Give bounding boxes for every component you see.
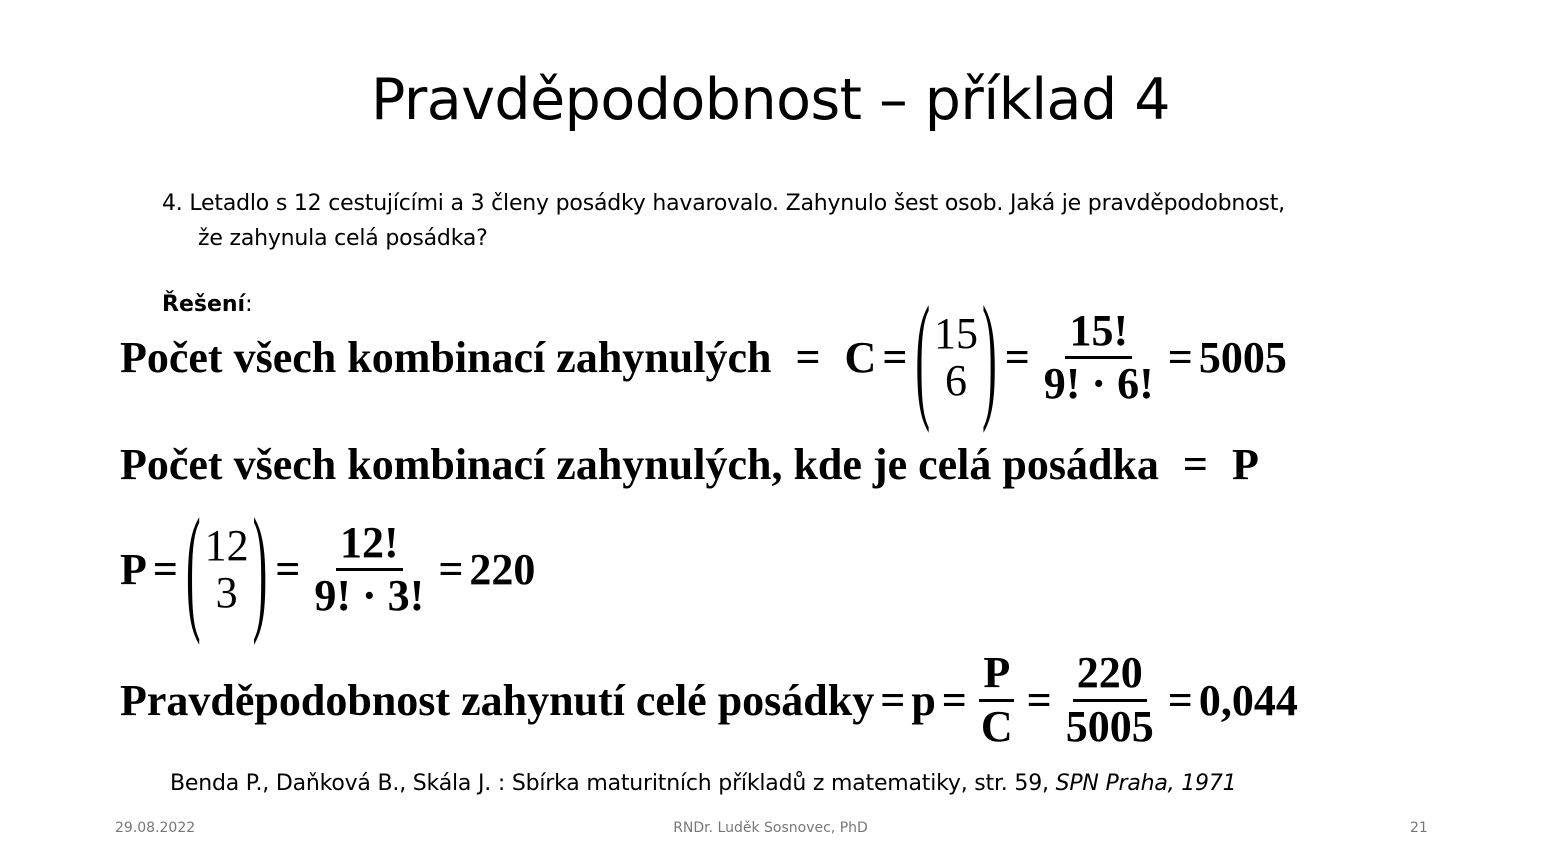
eq1-equals-c: = xyxy=(1004,333,1030,382)
eq4-symbol: p xyxy=(911,675,936,725)
eq4-equals-c: = xyxy=(1026,675,1052,725)
eq3-frac-num: 12! xyxy=(336,520,403,571)
equation-total-combinations xyxy=(120,277,1287,435)
reference-main: Benda P., Daňková B., Skála J. : Sbírka maturitních příkladů z matematiky, str. 59, xyxy=(170,771,1056,796)
eq3-symbol: P xyxy=(120,545,147,594)
reference-publisher: SPN Praha, 1971 xyxy=(1055,771,1237,796)
equation-probability xyxy=(120,648,1298,751)
eq1-equals-d: = xyxy=(1167,333,1193,382)
footer-date: 29.08.2022 xyxy=(115,820,196,836)
eq1-fraction xyxy=(1040,305,1158,408)
equation-p-value xyxy=(120,489,536,647)
problem-statement xyxy=(162,186,1402,256)
slide-title: Pravděpodobnost – příklad 4 xyxy=(370,67,1171,133)
eq4-fraction-1 xyxy=(977,650,1017,749)
footer-author: RNDr. Luděk Sosnovec, PhD xyxy=(673,820,868,836)
eq4-frac2-den: 5005 xyxy=(1065,701,1154,751)
equation-crew-combinations xyxy=(120,436,1259,492)
eq4-equals-b: = xyxy=(941,675,967,725)
eq3-equals-a: = xyxy=(152,545,178,594)
eq3-equals-c: = xyxy=(438,545,464,594)
eq3-fraction xyxy=(310,517,428,620)
solution-label-text: Řešení xyxy=(162,292,246,317)
eq2-text: Počet všech kombinací zahynulých, kde je celá posádka xyxy=(120,439,1159,489)
eq1-binom-bottom: 6 xyxy=(945,355,968,405)
eq3-result: 220 xyxy=(469,545,536,594)
eq3-binomial: ( 12 3 ) xyxy=(185,489,268,647)
eq4-frac1-num: P xyxy=(979,650,1014,701)
eq2-symbol: P xyxy=(1232,439,1259,489)
eq4-frac1-den: C xyxy=(980,701,1013,751)
eq1-equals-b: = xyxy=(882,333,908,382)
eq1-equals-a: = xyxy=(795,333,821,382)
eq2-equals: = xyxy=(1182,439,1208,489)
eq4-frac2-num: 220 xyxy=(1073,650,1147,701)
eq1-symbol: C xyxy=(844,333,877,382)
eq3-equals-b: = xyxy=(275,545,301,594)
eq1-frac-num: 15! xyxy=(1065,308,1132,359)
solution-label-colon: : xyxy=(245,292,253,317)
eq1-binomial: ( 15 6 ) xyxy=(915,277,997,435)
eq3-binom-bottom: 3 xyxy=(215,567,238,617)
problem-line-2: že zahynula celá posádka? xyxy=(198,226,488,251)
eq3-binom-top: 12 xyxy=(204,521,249,571)
eq4-equals-d: = xyxy=(1167,675,1193,725)
footer-page-number: 21 xyxy=(1410,820,1428,836)
eq1-result: 5005 xyxy=(1198,333,1287,382)
eq1-text: Počet všech kombinací zahynulých xyxy=(120,333,772,382)
eq4-equals-a: = xyxy=(880,675,906,725)
eq1-frac-den: 9! · 6! xyxy=(1043,359,1154,408)
problem-line-1: 4. Letadlo s 12 cestujícími a 3 členy posádky havarovalo. Zahynulo šest osob. Jaká je pravděpodobnost, xyxy=(162,191,1285,216)
reference-citation xyxy=(170,768,1236,800)
eq3-frac-den: 9! · 3! xyxy=(314,571,425,620)
eq4-result: 0,044 xyxy=(1198,675,1298,725)
eq4-text: Pravděpodobnost zahynutí celé posádky xyxy=(120,675,875,725)
eq1-binom-top: 15 xyxy=(934,309,979,359)
eq4-fraction-2 xyxy=(1062,650,1158,749)
